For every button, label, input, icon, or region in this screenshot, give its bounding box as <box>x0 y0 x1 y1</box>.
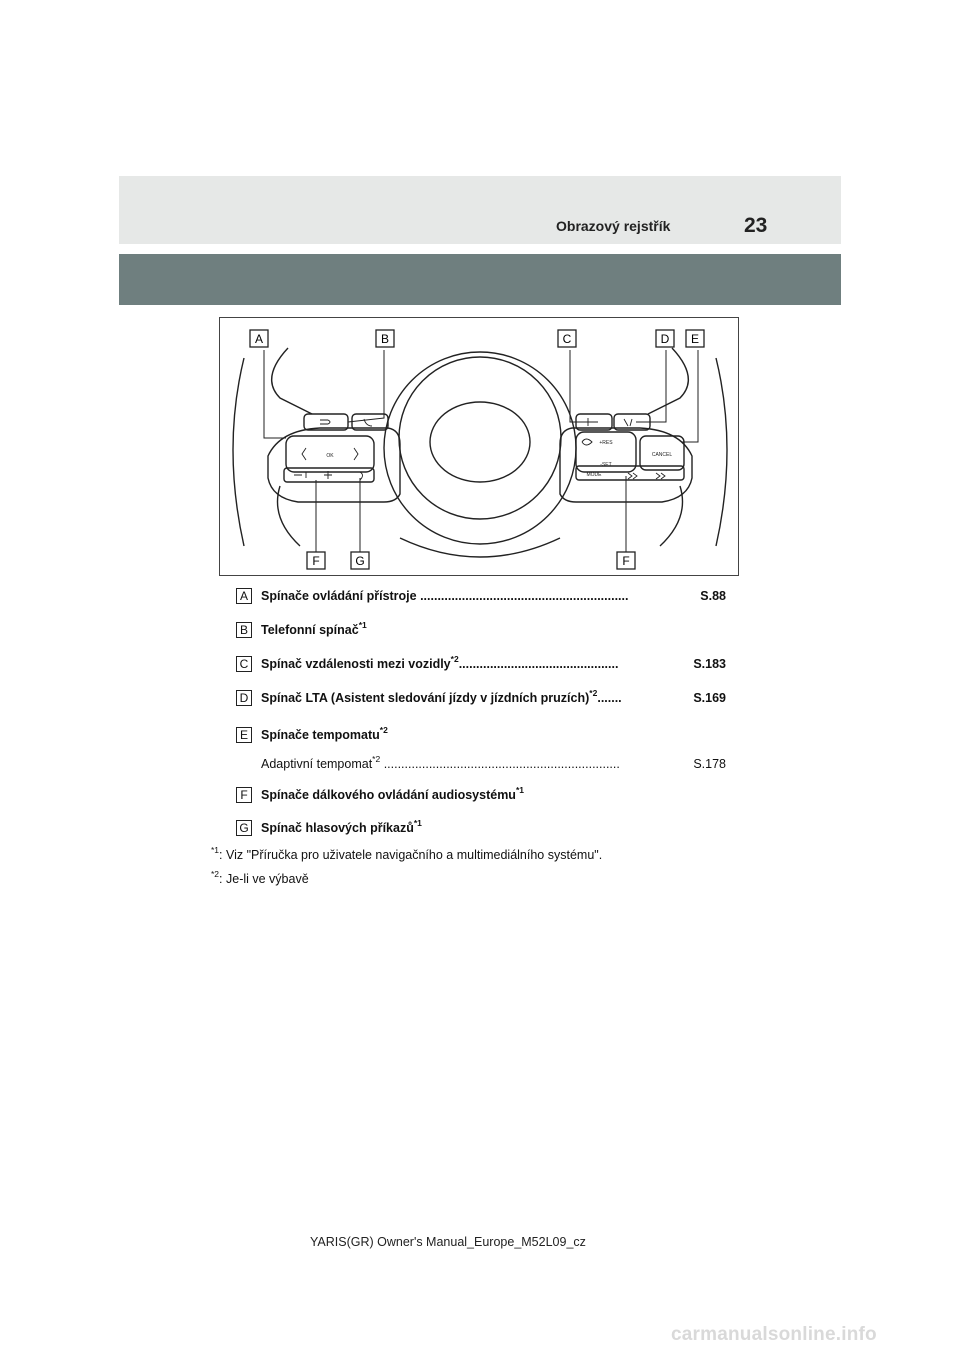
legend-entry-f <box>236 787 726 807</box>
entry-label: Spínač vzdálenosti mezi vozidly$^{*2}$.............................................. <box>261 654 619 671</box>
callout-g: G <box>355 554 365 568</box>
entry-label: Spínač hlasových příkazů$^{*1}$ <box>261 818 422 835</box>
callout-b: B <box>380 332 390 346</box>
entry-label: Telefonní spínač$^{*1}$ <box>261 620 367 637</box>
lta-icon <box>624 419 632 426</box>
legend-entry-e <box>236 727 726 747</box>
letter-box: A <box>236 588 252 604</box>
legend-entry-b <box>236 622 726 642</box>
back-icon <box>320 420 330 424</box>
entry-label: Spínače dálkového ovládání audiosystému$^{*1}$ <box>261 785 524 802</box>
seek-icon <box>628 473 637 479</box>
letter-box: G <box>236 820 252 836</box>
entry-label: Spínač LTA (Asistent sledování jízdy v jízdních pruzích)$^{*2}$....... <box>261 688 622 705</box>
sub-entry-label: Adaptivní tempomat$^{*2}$ .................................................................... <box>261 754 620 771</box>
page-ref[interactable]: S.88 <box>700 589 726 603</box>
ok-label: OK <box>326 453 334 459</box>
cancel-label: CANCEL <box>651 452 673 458</box>
letter-box: D <box>236 690 252 706</box>
page-footer: YARIS(GR) Owner's Manual_Europe_M52L09_cz <box>310 1235 586 1249</box>
letter-box: B <box>236 622 252 638</box>
page-ref[interactable]: S.169 <box>693 691 726 705</box>
volume-down-icon <box>294 472 306 478</box>
callout-c: C <box>562 332 572 346</box>
page-ref[interactable]: S.178 <box>693 757 726 771</box>
steering-wheel-figure <box>219 317 739 576</box>
header-title: Obrazový rejstřík <box>556 218 671 234</box>
callout-d: D <box>660 332 670 346</box>
letter-box: C <box>236 656 252 672</box>
callout-f-left: F <box>312 554 320 568</box>
legend-entry-d <box>236 690 726 710</box>
entry-label: Spínače tempomatu$^{*2}$ <box>261 725 388 742</box>
letter-box: F <box>236 787 252 803</box>
callout-a: A <box>254 332 264 346</box>
callout-e: E <box>690 332 700 346</box>
callout-f-right: F <box>622 554 630 568</box>
steering-wheel-illustration <box>220 318 740 577</box>
footnote-1: $^{*1}$: Viz "Příručka pro uživatele navigačního a multimediálního systému". <box>211 845 603 862</box>
watermark: carmanualsonline.info <box>671 1324 877 1345</box>
section-bar <box>119 254 841 305</box>
legend-entry-a <box>236 588 726 608</box>
cruise-icon <box>582 439 592 445</box>
footnote-2: $^{*2}$: Je-li ve výbavě <box>211 869 309 886</box>
set-label: -SET <box>600 462 612 468</box>
letter-box: E <box>236 727 252 743</box>
skip-icon <box>656 473 665 479</box>
legend-entry-c <box>236 656 726 676</box>
distance-icon <box>584 418 598 426</box>
header-band <box>119 176 841 244</box>
entry-label: Spínače ovládání přístroje ............................................................ <box>261 589 629 603</box>
page-number: 23 <box>744 214 768 237</box>
mode-label: MODE <box>586 472 602 478</box>
page-ref[interactable]: S.183 <box>693 657 726 671</box>
legend-entry-g <box>236 820 726 840</box>
res-label: +RES <box>599 440 613 446</box>
chevron-left-icon <box>302 448 306 460</box>
legend-sub-entry <box>236 756 726 776</box>
chevron-right-icon <box>354 448 358 460</box>
